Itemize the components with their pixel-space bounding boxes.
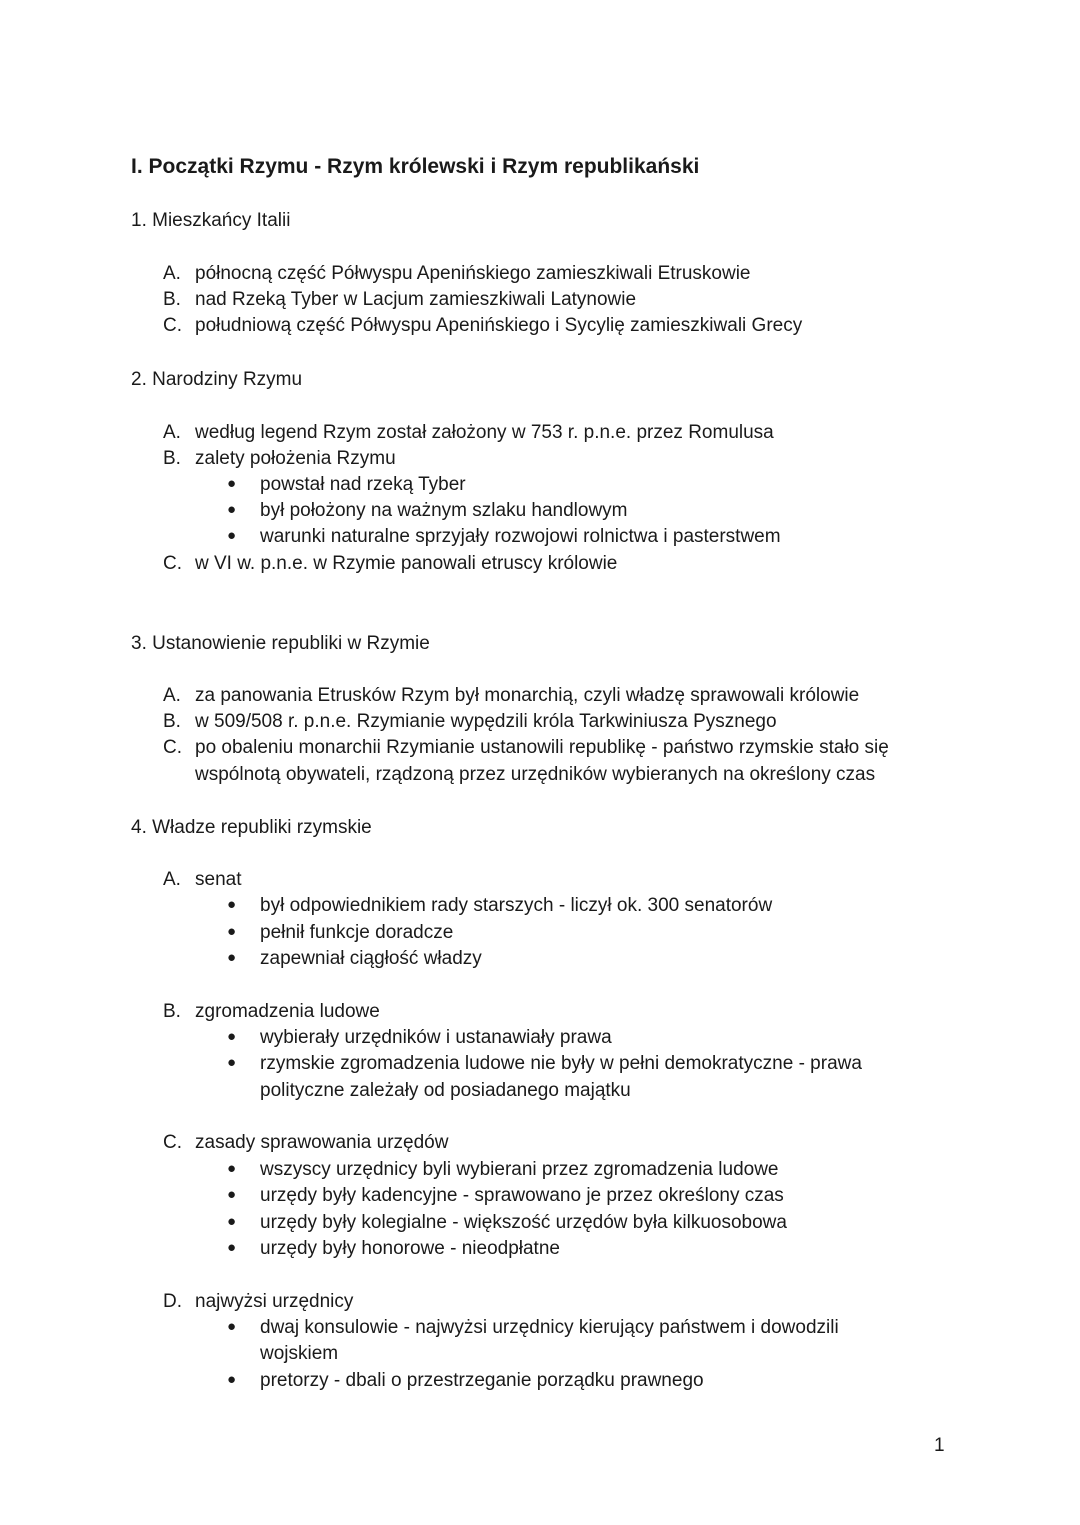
bullet-item xyxy=(227,1317,839,1339)
bullet-item xyxy=(227,1159,779,1181)
item-letter: A. xyxy=(163,263,181,284)
bullet-icon: ● xyxy=(227,1028,237,1045)
bullet-icon: ● xyxy=(227,501,237,518)
bullet-item xyxy=(227,526,781,548)
item-text: według legend Rzym został założony w 753 r. p.n.e. przez Romulusa xyxy=(195,422,774,443)
bullet-item xyxy=(227,1212,787,1234)
bullet-icon: ● xyxy=(227,527,237,544)
bullet-item xyxy=(227,895,772,917)
item-letter: C. xyxy=(163,553,182,574)
bullet-text: urzędy były kolegialne - większość urzędów była kilkuosobowa xyxy=(260,1212,787,1233)
bullet-icon: ● xyxy=(227,1239,237,1256)
list-item xyxy=(163,1132,448,1154)
bullet-text: powstał nad rzeką Tyber xyxy=(260,474,466,495)
item-text: zasady sprawowania urzędów xyxy=(195,1132,449,1153)
bullet-icon: ● xyxy=(227,1371,237,1388)
section-heading: 3. Ustanowienie republiki w Rzymie xyxy=(131,633,430,654)
item-text: nad Rzeką Tyber w Lacjum zamieszkiwali Latynowie xyxy=(195,289,637,310)
item-text: senat xyxy=(195,869,242,890)
bullet-text: był położony na ważnym szlaku handlowym xyxy=(260,500,628,521)
bullet-icon: ● xyxy=(227,896,237,913)
bullet-text: warunki naturalne sprzyjały rozwojowi rolnictwa i pasterstwem xyxy=(260,526,781,547)
list-item xyxy=(163,263,751,285)
page-number: 1 xyxy=(934,1435,945,1456)
item-text: zgromadzenia ludowe xyxy=(195,1001,380,1022)
bullet-icon: ● xyxy=(227,1186,237,1203)
item-text: północną część Półwyspu Apenińskiego zamieszkiwali Etruskowie xyxy=(195,263,751,284)
item-letter: A. xyxy=(163,422,181,443)
list-item xyxy=(163,737,889,759)
item-text: zalety położenia Rzymu xyxy=(195,448,396,469)
bullet-item xyxy=(227,922,453,944)
bullet-icon: ● xyxy=(227,949,237,966)
item-letter: D. xyxy=(163,1291,182,1312)
bullet-item xyxy=(227,1027,612,1049)
bullet-text: dwaj konsulowie - najwyżsi urzędnicy kierujący państwem i dowodzili xyxy=(260,1317,839,1338)
list-item xyxy=(163,869,241,891)
bullet-icon: ● xyxy=(227,1160,237,1177)
list-item xyxy=(163,315,802,337)
item-letter: B. xyxy=(163,1001,181,1022)
item-letter: A. xyxy=(163,685,181,706)
document-title: I. Początki Rzymu - Rzym królewski i Rzym republikański xyxy=(131,155,700,178)
bullet-icon: ● xyxy=(227,923,237,940)
bullet-icon: ● xyxy=(227,1054,237,1071)
item-text: najwyżsi urzędnicy xyxy=(195,1291,354,1312)
bullet-text-continuation: polityczne zależały od posiadanego majątku xyxy=(260,1080,631,1101)
item-letter: C. xyxy=(163,737,182,758)
item-text: w 509/508 r. p.n.e. Rzymianie wypędzili króla Tarkwiniusza Pysznego xyxy=(195,711,777,732)
bullet-text: zapewniał ciągłość władzy xyxy=(260,948,482,969)
bullet-text: wszyscy urzędnicy byli wybierani przez zgromadzenia ludowe xyxy=(260,1159,779,1180)
bullet-text: rzymskie zgromadzenia ludowe nie były w pełni demokratyczne - prawa xyxy=(260,1053,862,1074)
bullet-item xyxy=(227,474,466,496)
bullet-icon: ● xyxy=(227,475,237,492)
bullet-text: pretorzy - dbali o przestrzeganie porządku prawnego xyxy=(260,1370,704,1391)
bullet-text-continuation: wojskiem xyxy=(260,1343,339,1364)
item-letter: C. xyxy=(163,315,182,336)
list-item xyxy=(163,422,774,444)
section-heading: 4. Władze republiki rzymskie xyxy=(131,817,372,838)
item-letter: B. xyxy=(163,448,181,469)
list-item xyxy=(163,1001,380,1023)
section-heading: 1. Mieszkańcy Italii xyxy=(131,210,291,231)
list-item xyxy=(163,711,777,733)
section-heading: 2. Narodziny Rzymu xyxy=(131,369,303,390)
item-text: za panowania Etrusków Rzym był monarchią, czyli władzę sprawowali królowie xyxy=(195,685,860,706)
bullet-icon: ● xyxy=(227,1213,237,1230)
list-item xyxy=(163,1291,353,1313)
item-text: po obaleniu monarchii Rzymianie ustanowili republikę - państwo rzymskie stało się xyxy=(195,737,889,758)
item-text: w VI w. p.n.e. w Rzymie panowali etruscy królowie xyxy=(195,553,618,574)
bullet-item xyxy=(227,1238,560,1260)
bullet-text: urzędy były honorowe - nieodpłatne xyxy=(260,1238,560,1259)
item-letter: B. xyxy=(163,289,181,310)
bullet-item xyxy=(227,1053,862,1075)
bullet-text: wybierały urzędników i ustanawiały prawa xyxy=(260,1027,612,1048)
bullet-text: był odpowiednikiem rady starszych - liczył ok. 300 senatorów xyxy=(260,895,773,916)
bullet-item xyxy=(227,500,628,522)
item-letter: B. xyxy=(163,711,181,732)
list-item xyxy=(163,448,396,470)
bullet-item xyxy=(227,1185,784,1207)
bullet-text: urzędy były kadencyjne - sprawowano je przez określony czas xyxy=(260,1185,784,1206)
item-text-continuation: wspólnotą obywateli, rządzoną przez urzędników wybieranych na określony czas xyxy=(195,764,876,785)
bullet-text: pełnił funkcje doradcze xyxy=(260,922,454,943)
list-item xyxy=(163,553,617,575)
item-letter: A. xyxy=(163,869,181,890)
item-text: południową część Półwyspu Apenińskiego i Sycylię zamieszkiwali Grecy xyxy=(195,315,803,336)
list-item xyxy=(163,289,636,311)
bullet-item xyxy=(227,1370,704,1392)
list-item xyxy=(163,685,859,707)
bullet-item xyxy=(227,948,482,970)
item-letter: C. xyxy=(163,1132,182,1153)
bullet-icon: ● xyxy=(227,1318,237,1335)
